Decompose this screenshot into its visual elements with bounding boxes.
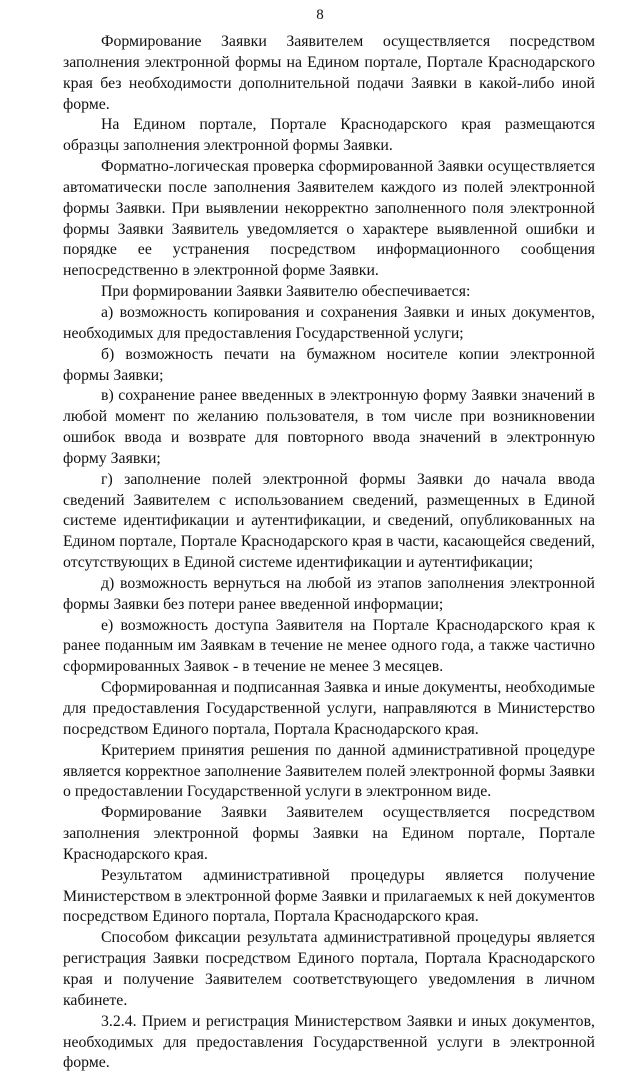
paragraph-decision-criterion: Критерием принятия решения по данной административной процедуре является корректное заполнение Заявителем полей электронной формы Заявки о предоставлении Государственной услуги в электронном виде. <box>63 741 595 801</box>
document-body <box>63 32 595 1074</box>
paragraph-provided-list-intro: При формировании Заявки Заявителю обеспечивается: <box>101 283 471 301</box>
paragraph-submission: Сформированная и подписанная Заявка и иные документы, необходимые для предоставления Государственной услуги, направляются в Министерство посредством Единого портала, Портала Краснодарского края. <box>63 679 595 738</box>
paragraph-samples: На Едином портале, Портале Краснодарского края размещаются образцы заполнения электронной формы Заявки. <box>63 116 595 155</box>
paragraph-result-fixation: Способом фиксации результата административной процедуры является регистрация Заявки посредством Единого портала, Портала Краснодарского края и получение Заявителем соответствующего уведомления в личном кабинете. <box>63 929 595 1009</box>
list-item-b: б) возможность печати на бумажном носителе копии электронной формы Заявки; <box>63 345 595 384</box>
list-item-g: г) заполнение полей электронной формы Заявки до начала ввода сведений Заявителем с использованием сведений, размещенных в Единой системе идентификации и аутентификации, и сведений, опубликованных на Едином портале, Портале Краснодарского края в части, касающейся сведений, отсутствующих в Единой системе идентификации и аутентификации; <box>63 470 595 572</box>
paragraph-format-check: Форматно-логическая проверка сформированной Заявки осуществляется автоматически после заполнения Заявителем каждого из полей электронной формы Заявки. При выявлении некорректно заполненного поля электронной формы Заявки Заявитель уведомляется о характере выявленной ошибки и порядке ее устранения посредством информационного сообщения непосредственно в электронной форме Заявки. <box>63 158 595 280</box>
list-item-v: в) сохранение ранее введенных в электронную форму Заявки значений в любой момент по желанию пользователя, в том числе при возникновении ошибок ввода и возврате для повторного ввода значений в электронную форму Заявки; <box>63 387 595 467</box>
paragraph-formation: Формирование Заявки Заявителем осуществляется посредством заполнения электронной формы Заявки на Едином портале, Портале Краснодарского края. <box>63 804 595 863</box>
paragraph-electronic-form: Формирование Заявки Заявителем осуществляется посредством заполнения электронной формы на Едином портале, Портале Краснодарского края без необходимости дополнительной подачи Заявки в какой-либо иной форме. <box>63 33 595 113</box>
list-item-e: е) возможность доступа Заявителя на Портале Краснодарского края к ранее поданным им Заявкам в течение не менее одного года, а также частично сформированных Заявок - в течение не менее 3 месяцев. <box>63 616 595 676</box>
list-item-d: д) возможность вернуться на любой из этапов заполнения электронной формы Заявки без потери ранее введенной информации; <box>63 574 595 613</box>
page-number: 8 <box>316 7 324 23</box>
paragraph-result: Результатом административной процедуры является получение Министерством в электронной форме Заявки и прилагаемых к ней документов посредством Единого портала, Портала Краснодарского края. <box>63 866 595 926</box>
list-item-a: а) возможность копирования и сохранения Заявки и иных документов, необходимых для предоставления Государственной услуги; <box>63 303 595 342</box>
section-heading-3-2-4: 3.2.4. Прием и регистрация Министерством Заявки и иных документов, необходимых для предоставления Государственной услуги в электронной форме. <box>63 1012 595 1072</box>
